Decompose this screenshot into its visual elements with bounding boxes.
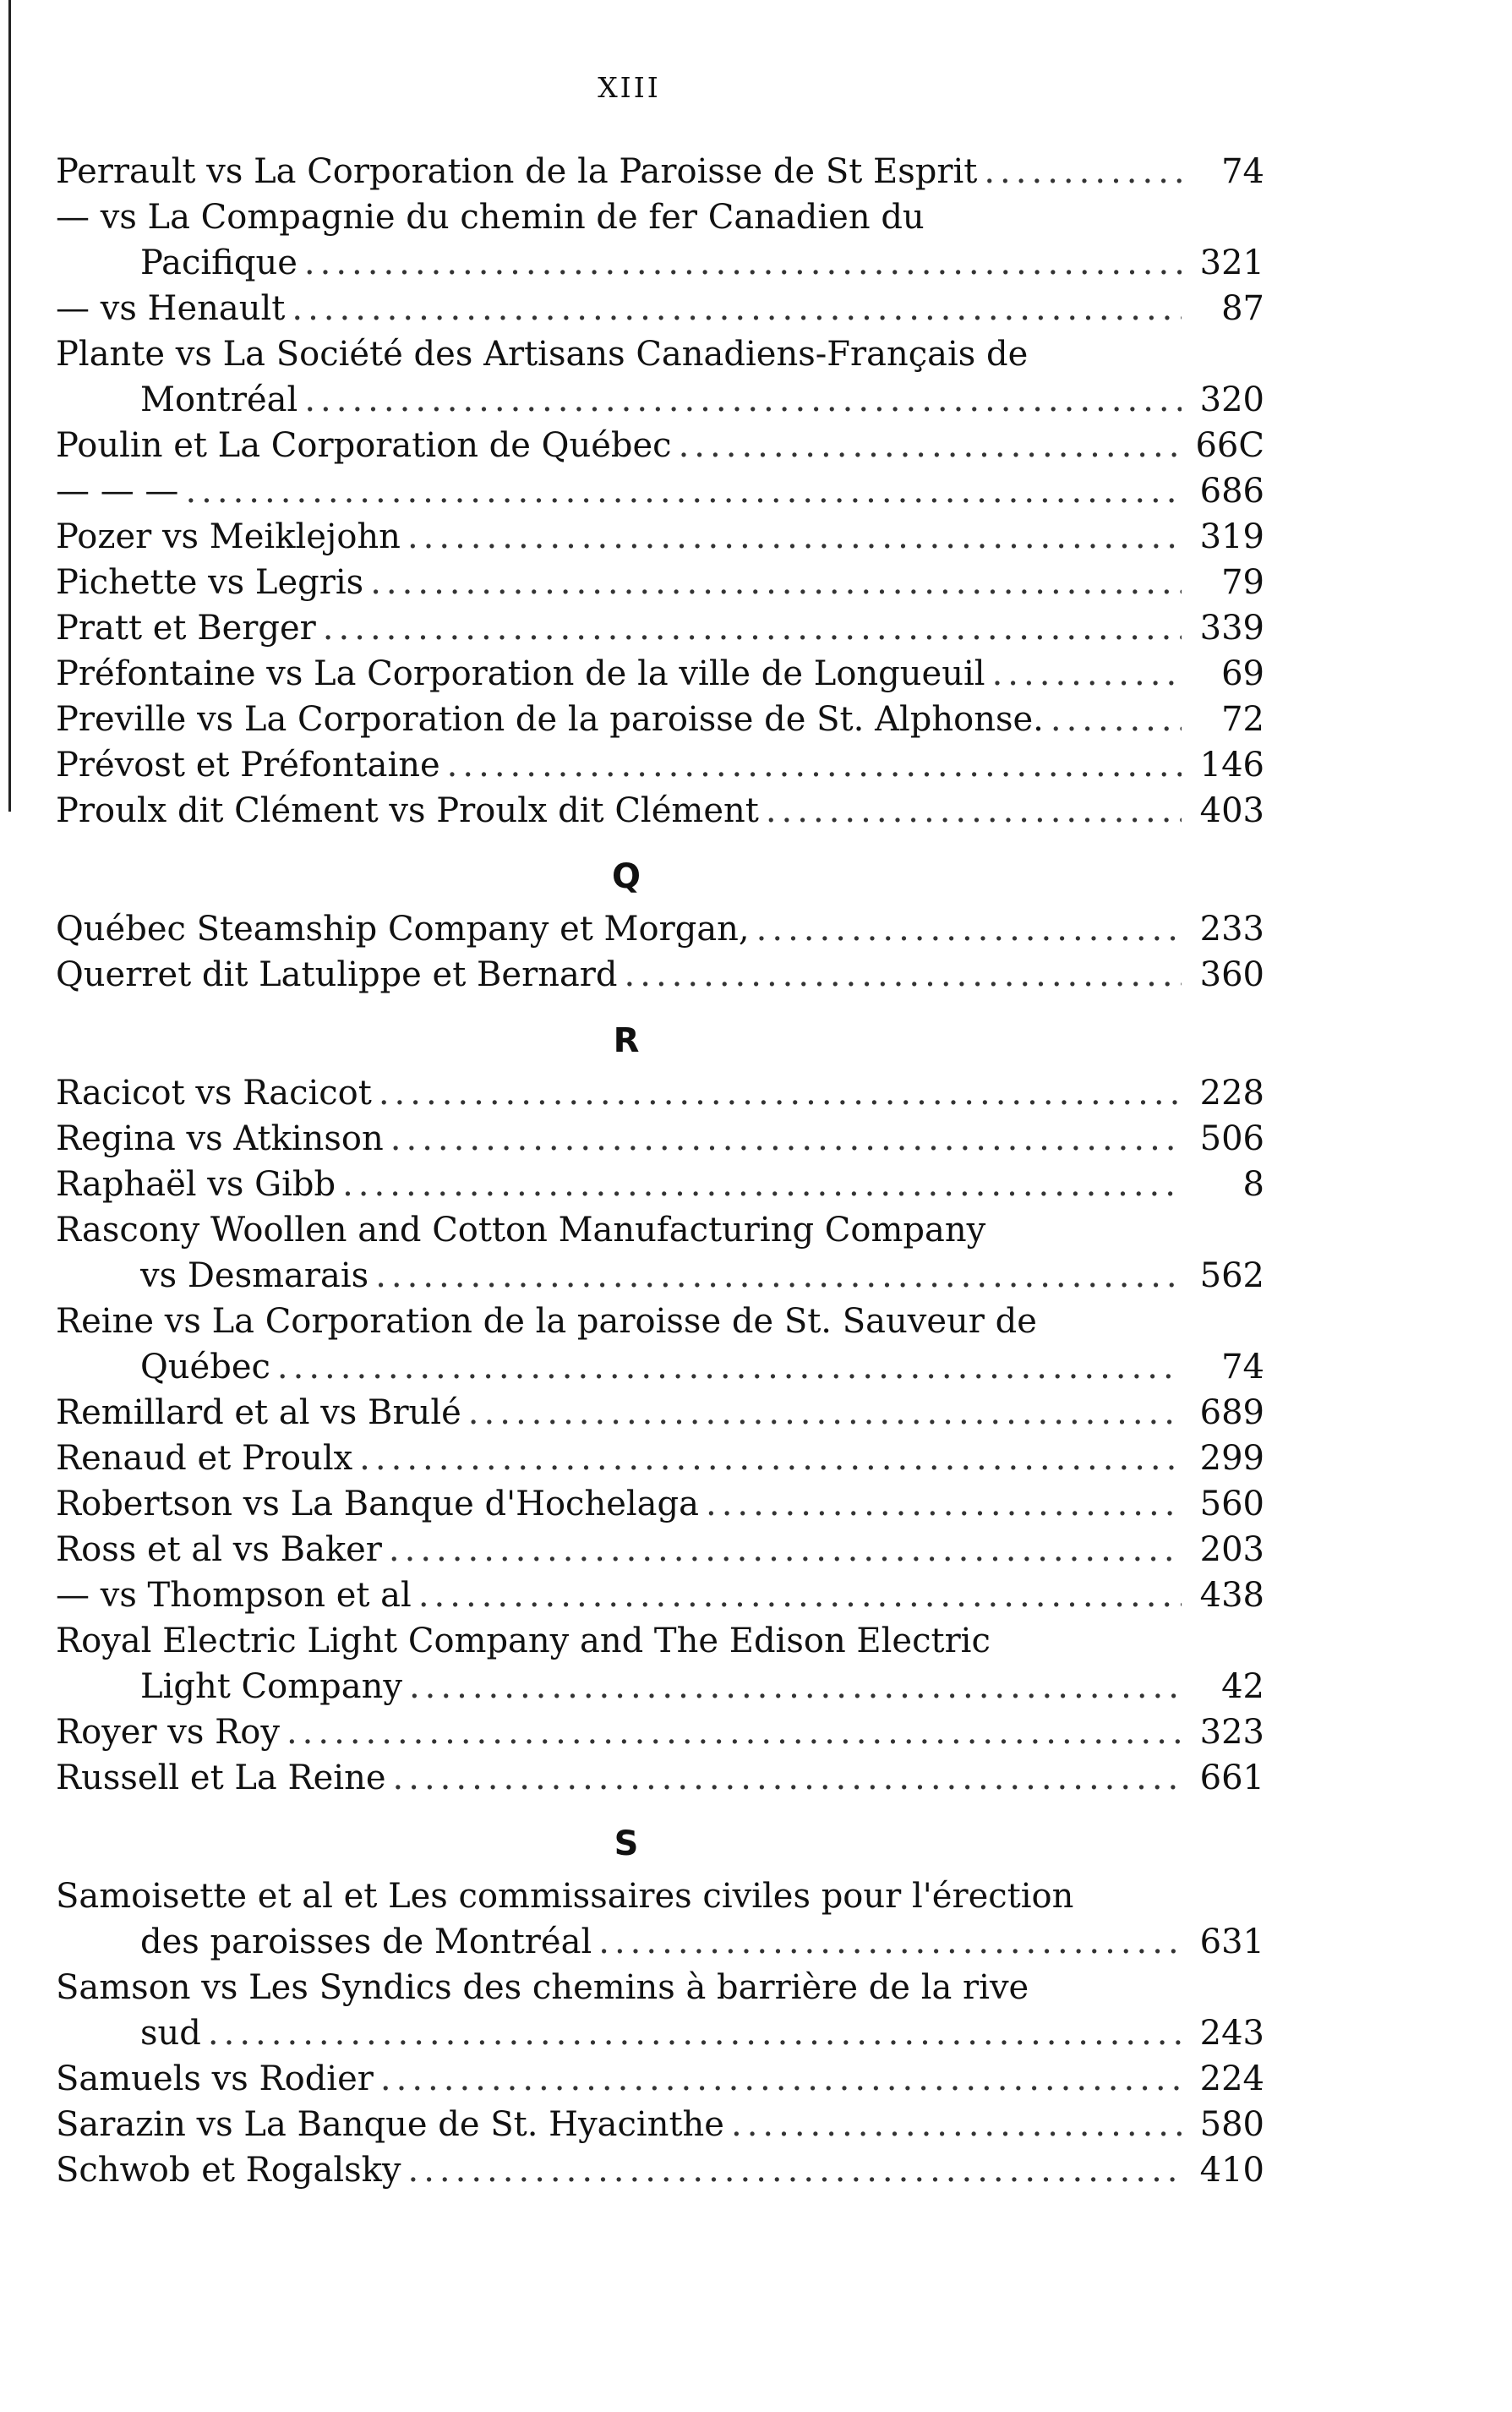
index-entry-continuation: sud <box>140 2014 201 2053</box>
dot-leader <box>625 952 1182 998</box>
index-entry-title: — vs Thompson et al <box>56 1576 412 1615</box>
page-reference: 74 <box>1221 152 1264 191</box>
case-index <box>56 149 1264 2193</box>
dot-leader <box>304 240 1182 286</box>
dot-leader <box>375 1253 1182 1299</box>
page-reference: 686 <box>1199 472 1264 511</box>
index-entry-title: Regina vs Atkinson <box>56 1119 384 1158</box>
index-entry-continuation: Montréal <box>140 380 298 419</box>
binding-edge-rule <box>8 0 11 812</box>
index-entry <box>56 1070 1264 1116</box>
page-reference: 146 <box>1199 746 1264 785</box>
index-entry-title: Querret dit Latulippe et Bernard <box>56 955 618 994</box>
dot-leader <box>389 1527 1182 1572</box>
index-entry <box>56 514 1264 560</box>
index-entry-first-line: Plante vs La Société des Artisans Canadiens-Français de <box>56 335 1029 374</box>
dot-leader <box>393 1755 1182 1801</box>
index-entry-title: Proulx dit Clément vs Proulx dit Clément <box>56 791 759 830</box>
dot-leader <box>407 514 1182 560</box>
dot-leader <box>468 1390 1182 1436</box>
page-reference: 319 <box>1199 517 1264 556</box>
page-reference: 233 <box>1199 910 1264 949</box>
dot-leader <box>342 1162 1182 1207</box>
dot-leader <box>766 788 1182 834</box>
index-entry-first-line: Samoisette et al et Les commissaires civiles pour l'érection <box>56 1877 1074 1916</box>
page-reference: 560 <box>1199 1485 1264 1523</box>
index-entry-title: Prévost et Préfontaine <box>56 746 440 785</box>
index-entry-continuation: des paroisses de Montréal <box>140 1922 592 1961</box>
index-entry <box>56 2147 1264 2193</box>
page-reference: 69 <box>1221 654 1264 693</box>
index-entry-title: Pratt et Berger <box>56 609 316 648</box>
dot-leader <box>756 906 1182 952</box>
page-reference: 42 <box>1221 1667 1264 1706</box>
index-entry-title: — vs Henault <box>56 289 286 328</box>
page-reference: 87 <box>1221 289 1264 328</box>
index-entry-first-line: Rascony Woollen and Cotton Manufacturing Company <box>56 1211 986 1250</box>
index-entry-title: Robertson vs La Banque d'Hochelaga <box>56 1485 699 1523</box>
index-entry-title: Racicot vs Racicot <box>56 1074 372 1113</box>
dot-leader <box>706 1481 1182 1527</box>
dot-leader <box>390 1116 1182 1162</box>
page-reference: 203 <box>1199 1530 1264 1569</box>
page-reference: 410 <box>1199 2151 1264 2190</box>
dot-leader <box>731 2102 1182 2147</box>
index-entry <box>56 1919 1264 1965</box>
page-reference: 228 <box>1199 1074 1264 1113</box>
index-entry-first-line: Royal Electric Light Company and The Edison Electric <box>56 1622 991 1660</box>
index-entry <box>56 286 1264 331</box>
dot-leader <box>208 2010 1182 2056</box>
dot-leader <box>185 468 1182 514</box>
page-reference: 562 <box>1199 1256 1264 1295</box>
page-reference: 74 <box>1221 1348 1264 1386</box>
section-letter: R <box>613 1021 640 1060</box>
index-entry <box>56 1436 1264 1481</box>
dot-leader <box>418 1572 1182 1618</box>
index-entry <box>56 560 1264 605</box>
index-entry-title: Renaud et Proulx <box>56 1439 353 1478</box>
page-number: XIII <box>598 71 661 104</box>
index-entry <box>56 149 1264 194</box>
dot-leader <box>407 2147 1182 2193</box>
index-entry-title: Preville vs La Corporation de la paroisse de St. Alphonse. <box>56 700 1044 739</box>
dot-leader <box>409 1664 1182 1709</box>
index-entry <box>56 1709 1264 1755</box>
dot-leader <box>379 1070 1182 1116</box>
index-entry <box>56 1344 1264 1390</box>
section-letter: Q <box>611 857 641 896</box>
index-entry <box>56 906 1264 952</box>
index-entry-title: Sarazin vs La Banque de St. Hyacinthe <box>56 2105 724 2144</box>
page-reference: 321 <box>1199 243 1264 282</box>
page-reference: 320 <box>1199 380 1264 419</box>
index-entry <box>56 952 1264 998</box>
index-entry <box>56 788 1264 834</box>
page-reference: 339 <box>1199 609 1264 648</box>
index-entry <box>56 1755 1264 1801</box>
dot-leader <box>323 605 1182 651</box>
dot-leader <box>984 149 1182 194</box>
index-entry-title: Schwob et Rogalsky <box>56 2151 401 2190</box>
page-reference: 506 <box>1199 1119 1264 1158</box>
index-entry <box>56 1390 1264 1436</box>
page-reference: 689 <box>1199 1393 1264 1432</box>
index-entry-title: Ross et al vs Baker <box>56 1530 382 1569</box>
page-reference: 661 <box>1199 1758 1264 1797</box>
index-entry-title: Québec Steamship Company et Morgan, <box>56 910 750 949</box>
page-reference: 631 <box>1199 1922 1264 1961</box>
index-entry-first-line: Samson vs Les Syndics des chemins à barrière de la rive <box>56 1968 1029 2007</box>
page-reference: 360 <box>1199 955 1264 994</box>
dot-leader <box>304 377 1182 423</box>
page-reference: 299 <box>1199 1439 1264 1478</box>
index-entry <box>56 1572 1264 1618</box>
index-entry-title: Pichette vs Legris <box>56 563 364 602</box>
index-entry <box>56 1481 1264 1527</box>
page-reference: 8 <box>1242 1165 1264 1204</box>
page-reference: 72 <box>1221 700 1264 739</box>
index-entry-title: Poulin et La Corporation de Québec <box>56 426 672 465</box>
index-entry-title: Pozer vs Meiklejohn <box>56 517 401 556</box>
page-reference: 243 <box>1199 2014 1264 2053</box>
index-entry-title: Raphaël vs Gibb <box>56 1165 336 1204</box>
index-entry <box>56 2010 1264 2056</box>
index-entry <box>56 605 1264 651</box>
index-entry <box>56 1253 1264 1299</box>
index-entry <box>56 1116 1264 1162</box>
index-entry-first-line: — vs La Compagnie du chemin de fer Canadien du <box>56 198 925 237</box>
index-entry-first-line: Reine vs La Corporation de la paroisse de St. Sauveur de <box>56 1302 1037 1341</box>
dot-leader <box>292 286 1182 331</box>
index-entry-title: Préfontaine vs La Corporation de la ville de Longueuil <box>56 654 985 693</box>
dot-leader <box>992 651 1182 697</box>
dot-leader <box>380 2056 1182 2102</box>
dot-leader <box>277 1344 1182 1390</box>
page-reference: 79 <box>1221 563 1264 602</box>
index-entry <box>56 2102 1264 2147</box>
index-entry-title: Perrault vs La Corporation de la Paroisse de St Esprit <box>56 152 978 191</box>
page-reference: 580 <box>1199 2105 1264 2144</box>
page-reference: 403 <box>1199 791 1264 830</box>
page-reference: 224 <box>1199 2059 1264 2098</box>
index-entry <box>56 2056 1264 2102</box>
index-entry-title: Royer vs Roy <box>56 1713 280 1752</box>
index-entry-title: Remillard et al vs Brulé <box>56 1393 461 1432</box>
index-entry <box>56 468 1264 514</box>
index-entry-continuation: vs Desmarais <box>140 1256 369 1295</box>
page-reference: 66C <box>1195 426 1264 465</box>
index-entry <box>56 377 1264 423</box>
dot-leader <box>447 742 1182 788</box>
index-entry <box>56 1664 1264 1709</box>
dot-leader <box>359 1436 1182 1481</box>
dot-leader <box>370 560 1182 605</box>
dot-leader <box>679 423 1182 468</box>
index-entry-title: Russell et La Reine <box>56 1758 386 1797</box>
dot-leader <box>287 1709 1182 1755</box>
index-entry-continuation: Québec <box>140 1348 270 1386</box>
index-entry <box>56 240 1264 286</box>
index-entry <box>56 697 1264 742</box>
index-entry <box>56 423 1264 468</box>
index-entry-title: — — — <box>56 472 179 511</box>
dot-leader <box>1051 697 1182 742</box>
index-entry <box>56 651 1264 697</box>
page-reference: 438 <box>1199 1576 1264 1615</box>
dot-leader <box>598 1919 1182 1965</box>
index-entry <box>56 742 1264 788</box>
index-entry-continuation: Pacifique <box>140 243 297 282</box>
page-reference: 323 <box>1199 1713 1264 1752</box>
index-entry-continuation: Light Company <box>140 1667 402 1706</box>
index-entry <box>56 1527 1264 1572</box>
index-entry-title: Samuels vs Rodier <box>56 2059 374 2098</box>
index-entry <box>56 1162 1264 1207</box>
section-letter: S <box>614 1824 639 1863</box>
